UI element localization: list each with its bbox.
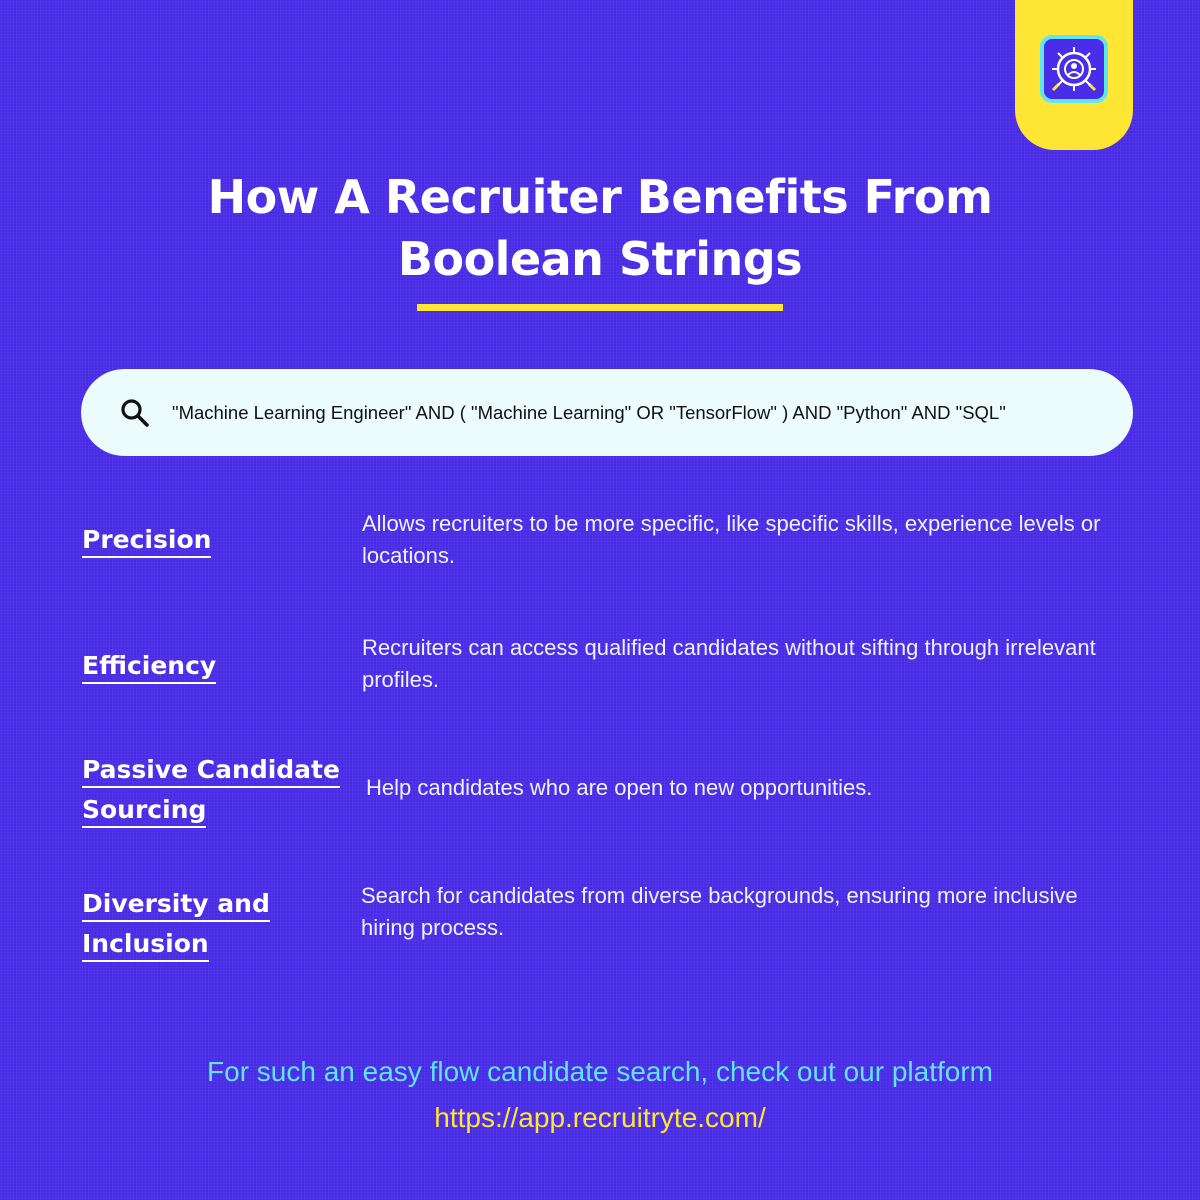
- search-query-text[interactable]: "Machine Learning Engineer" AND ( "Machine Learning" OR "TensorFlow" ) AND "Python" AND "SQL": [172, 402, 1006, 423]
- benefit-term-line: Passive Candidate: [82, 755, 340, 788]
- benefit-term-line: Inclusion: [82, 929, 209, 962]
- benefit-term-line: Diversity and: [82, 889, 270, 922]
- benefit-term-line: Sourcing: [82, 795, 206, 828]
- benefit-description-efficiency: Recruiters can access qualified candidates without sifting through irrelevant profiles.: [362, 635, 1096, 692]
- platform-link[interactable]: https://app.recruitryte.com/: [434, 1102, 766, 1133]
- benefit-term-precision: [82, 520, 211, 560]
- benefit-term-line: Precision: [82, 525, 211, 558]
- benefit-term-passive-candidate-sourcing: [82, 750, 340, 830]
- page-title-line-1: How A Recruiter Benefits From: [207, 170, 993, 224]
- footer-cta-text: For such an easy flow candidate search, check out our platform: [207, 1056, 993, 1087]
- recruitryte-logo-icon: [1039, 34, 1109, 104]
- logo-badge: [1015, 0, 1133, 150]
- title-underline: [417, 304, 783, 311]
- benefit-term-diversity-and-inclusion: [82, 884, 270, 964]
- search-bar[interactable]: [81, 369, 1133, 456]
- benefit-description-diversity-and-inclusion: Search for candidates from diverse backgrounds, ensuring more inclusive hiring process.: [361, 883, 1078, 940]
- benefit-description-precision: Allows recruiters to be more specific, like specific skills, experience levels or locations.: [362, 511, 1101, 568]
- benefit-term-efficiency: [82, 646, 216, 686]
- page-title: [0, 166, 1200, 290]
- benefit-term-line: Efficiency: [82, 651, 216, 684]
- benefit-description-passive-candidate-sourcing: Help candidates who are open to new opportunities.: [366, 775, 873, 800]
- search-icon[interactable]: [119, 397, 151, 429]
- page-title-line-2: Boolean Strings: [397, 232, 803, 286]
